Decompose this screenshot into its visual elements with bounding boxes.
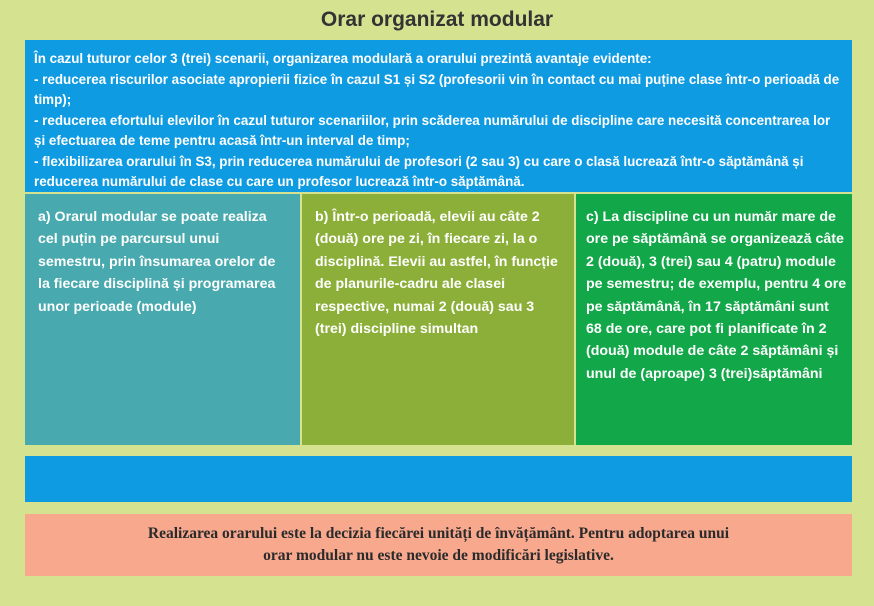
- column-c: [576, 194, 852, 445]
- intro-line: - reducerea riscurilor asociate apropierii fizice în cazul S1 și S2 (profesorii vin în contact cu mai puține clase într-o perioadă de timp);: [34, 71, 840, 107]
- column-a-text: a) Orarul modular se poate realiza cel puțin pe parcursul unui semestru, prin însumarea orelor de la fiecare disciplină și programarea unor perioade (module): [38, 209, 276, 315]
- footer-line-1: Realizarea orarului este la decizia fiecărei unități de învățământ. Pentru adoptarea unui: [147, 525, 730, 542]
- intro-line: În cazul tuturor celor 3 (trei) scenarii, organizarea modulară a orarului prezintă avantaje evidente:: [34, 51, 652, 66]
- column-c-text: c) La discipline cu un număr mare de ore pe săptămână se organizează câte 2 (două), 3 (trei) sau 4 (patru) module pe semestru; de exemplu, pentru 4 ore pe săptămână, în 17 săptămâni sunt 68 de ore, care pot fi planificate în 2 (două) module de câte 2 săptămâni și unul de (aproape) 3 (trei)săptămâni: [586, 209, 847, 382]
- column-a: [25, 194, 300, 445]
- blue-bar: [25, 456, 852, 502]
- page-title: Orar organizat modular: [320, 8, 554, 31]
- footer-note: [25, 514, 852, 576]
- intro-line: - reducerea efortului elevilor în cazul tuturor scenariilor, prin scăderea numărului de discipline care necesită concentrarea lor și efectuarea de teme pentru acasă într-un interval de timp;: [34, 112, 831, 148]
- column-b: [302, 194, 574, 445]
- footer-line-2: orar modular nu este nevoie de modificări legislative.: [263, 546, 614, 564]
- intro-line: - flexibilizarea orarului în S3, prin reducerea numărului de profesori (2 sau 3) cu care o clasă lucrează într-o săptămână și reducerea numărului de clase cu care un profesor lucrează într-o săptămână.: [34, 153, 804, 189]
- intro-box: [25, 40, 852, 192]
- column-b-text: b) Într-o perioadă, elevii au câte 2 (două) ore pe zi, în fiecare zi, la o disciplină. Elevii au astfel, în funcție de planurile-cadru ale clasei respective, numai 2 (două) sau 3 (trei) discipline simultan: [315, 209, 558, 338]
